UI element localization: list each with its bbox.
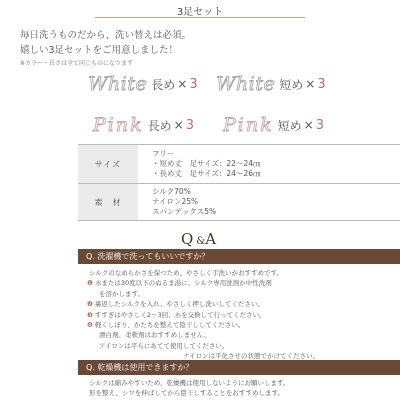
answer-line: [87, 299, 400, 309]
answer-text: すすぎはやさしく2〜3回、水を交換して行ってください。: [94, 310, 266, 319]
variant-label: 短め: [279, 77, 304, 92]
variant-quantity: 3: [185, 117, 194, 133]
answer-text: 軽くしぼり、かたちを整えて陰干ししてください。: [94, 321, 245, 330]
qa-heading: [0, 230, 400, 248]
times-sign: ×: [303, 118, 314, 132]
spec-line: フリー: [152, 149, 175, 158]
answer-line: [87, 330, 400, 340]
answer-text: を溶かします。: [99, 289, 144, 298]
qa-heading-amp: &: [196, 236, 206, 247]
spec-body-material: [138, 184, 400, 220]
answer-line: [87, 278, 400, 288]
spec-line: ナイロン25%: [152, 197, 199, 206]
times-sign: ×: [173, 118, 184, 132]
intro-line-2: 嬉しい3足セットをご用意しました！: [20, 44, 179, 56]
answer-line: [87, 320, 400, 330]
question-bar: Q. 乾燥機は使用できますか？: [78, 360, 400, 375]
answer-line: [87, 268, 400, 278]
answer-text: シルクのなめらかさを保つため、やさしく手洗いがおすすめです。: [89, 269, 283, 277]
step-marker: ❶: [87, 279, 93, 288]
answer-line: [87, 341, 400, 351]
section-title: 3足セット: [176, 7, 224, 18]
variant-white-long: [88, 73, 198, 97]
answer-block: [87, 268, 400, 362]
times-sign: ×: [177, 77, 188, 91]
variant-quantity: 3: [189, 76, 198, 92]
answer-text: 漂白剤、柔軟剤はおすすめしません。: [99, 331, 210, 340]
times-sign: ×: [305, 77, 316, 91]
variant-label: 短め: [277, 118, 302, 133]
answer-text: 形を整え、シワを伸ばしてから陰干しすることをおすすめします。: [89, 389, 284, 398]
answer-line: [87, 289, 400, 299]
answer-text: 裏返したシルクを入れ、やさしく押し洗いしてください。: [94, 300, 264, 309]
variant-quantity: 3: [317, 76, 326, 92]
spec-line: シルク70%: [152, 187, 191, 196]
title-divider: [95, 17, 305, 18]
answer-block: [87, 378, 400, 399]
intro-line-1: 毎日洗うものだから、洗い替えは必須。: [20, 30, 192, 41]
pink-script-logo: Pink: [93, 114, 144, 136]
answer-text: ナイロンは平化させの状態でかけてください。: [183, 352, 320, 361]
spec-head-material: 素 材: [78, 184, 138, 220]
answer-line: [87, 310, 400, 320]
step-marker: ❸: [87, 310, 93, 319]
spec-table-bottom-border: [78, 220, 400, 221]
pink-script-logo: Pink: [223, 114, 274, 136]
variant-label: 長め: [151, 77, 176, 92]
spec-line: ・長め丈 足サイズ：24〜26㎝: [152, 169, 261, 178]
step-marker: ❹: [87, 321, 93, 330]
spec-head-size: サイズ: [78, 145, 138, 183]
spec-body-size: [138, 145, 400, 183]
answer-text: シルクは縮みやすいため、乾燥機は使用しないようにお願いします。: [89, 379, 290, 387]
variant-pink-long: [93, 114, 194, 138]
variant-label: 長め: [147, 118, 172, 133]
spec-line: ・短め丈 足サイズ：22〜24㎝: [152, 159, 261, 168]
question-bar: Q. 洗濯機で洗ってもいいですか？: [78, 249, 400, 264]
white-script-logo: White: [88, 73, 148, 95]
answer-line: [87, 388, 400, 398]
spec-row-size: [78, 145, 400, 183]
answer-text: 水または30度以下のぬるま湯に、シルク専用洗剤か中性洗剤: [94, 279, 272, 288]
spec-row-material: [78, 184, 400, 220]
variant-pink-short: [223, 114, 324, 138]
answer-line: [87, 378, 400, 388]
spec-line: スパンデックス5%: [152, 207, 217, 216]
intro-note: ※カラー・長さは全て同じものになります: [20, 60, 134, 67]
qa-heading-q: Q: [180, 230, 197, 248]
intro-text: [20, 29, 191, 58]
white-script-logo: White: [216, 73, 276, 95]
qa-heading-a: A: [205, 230, 220, 248]
step-marker: ❷: [87, 300, 93, 309]
answer-text: アイロンは平らにあてて使用してください。: [99, 341, 229, 350]
variant-white-short: [216, 73, 326, 97]
variant-quantity: 3: [315, 117, 324, 133]
